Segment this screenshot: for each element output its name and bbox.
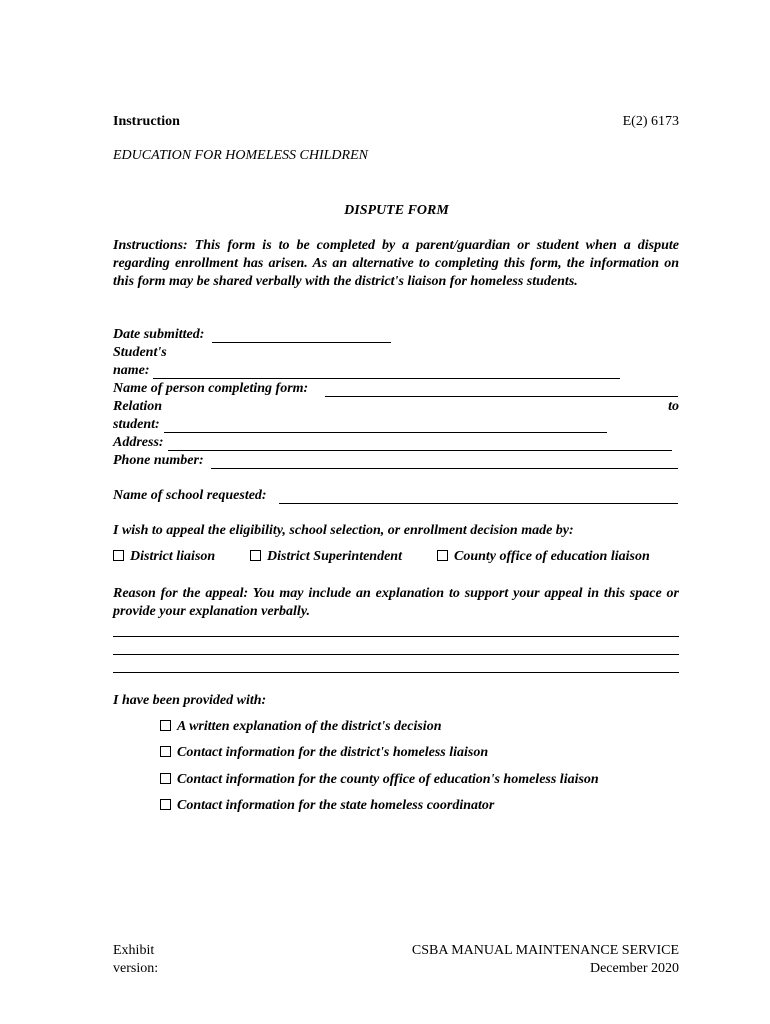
checkbox-icon[interactable] (160, 746, 171, 757)
appeal-option-label: District Superintendent (267, 549, 402, 564)
header-section-label: Instruction (113, 114, 180, 129)
reason-line-3[interactable] (113, 672, 679, 673)
provided-item-county-liaison[interactable] (160, 771, 599, 789)
footer-version-label: version: (113, 961, 159, 976)
school-requested-field[interactable] (279, 503, 678, 504)
relation-label-line1: Relation (113, 399, 163, 414)
relation-field[interactable] (164, 432, 607, 433)
reason-paragraph: Reason for the appeal: You may include an explanation to support your appeal in this space or provide your explanation verbally. (113, 586, 679, 619)
person-completing-label: Name of person completing form: (113, 381, 309, 396)
checkbox-icon[interactable] (113, 550, 124, 561)
date-submitted-field[interactable] (212, 342, 391, 343)
reason-line-2[interactable] (113, 654, 679, 655)
address-label: Address: (113, 435, 164, 450)
reason-line-1[interactable] (113, 636, 679, 637)
phone-label: Phone number: (113, 453, 204, 468)
appeal-option-district-liaison[interactable] (113, 548, 215, 566)
checkbox-icon[interactable] (160, 799, 171, 810)
date-submitted-label: Date submitted: (113, 327, 205, 342)
provided-item-label: Contact information for the county office of education's homeless liaison (177, 772, 599, 787)
provided-item-label: Contact information for the state homeless coordinator (177, 798, 495, 813)
school-requested-label: Name of school requested: (113, 488, 267, 503)
appeal-option-label: County office of education liaison (454, 549, 650, 564)
checkbox-icon[interactable] (437, 550, 448, 561)
footer-date: December 2020 (589, 961, 679, 976)
appeal-option-county-office[interactable] (437, 548, 650, 566)
provided-item-label: A written explanation of the district's decision (177, 719, 442, 734)
provided-item-district-liaison[interactable] (160, 744, 488, 762)
header-subtitle: EDUCATION FOR HOMELESS CHILDREN (113, 148, 368, 163)
form-title: DISPUTE FORM (344, 203, 449, 218)
phone-field[interactable] (211, 468, 678, 469)
appeal-prompt: I wish to appeal the eligibility, school selection, or enrollment decision made by: (113, 523, 574, 538)
relation-label-to: to (668, 399, 679, 414)
provided-item-state-coordinator[interactable] (160, 797, 494, 815)
footer-service: CSBA MANUAL MAINTENANCE SERVICE (411, 943, 679, 958)
checkbox-icon[interactable] (160, 720, 171, 731)
appeal-option-label: District liaison (130, 549, 216, 564)
footer-exhibit-label: Exhibit (113, 943, 155, 958)
checkbox-icon[interactable] (250, 550, 261, 561)
provided-item-label: Contact information for the district's homeless liaison (177, 745, 489, 760)
student-name-label-line2: name: (113, 363, 150, 378)
checkbox-icon[interactable] (160, 773, 171, 784)
appeal-option-district-superintendent[interactable] (250, 548, 402, 566)
address-field[interactable] (168, 450, 672, 451)
header-exhibit-number: E(2) 6173 (622, 114, 679, 129)
provided-heading: I have been provided with: (113, 693, 267, 708)
relation-label-line2: student: (113, 417, 160, 432)
instructions-paragraph: Instructions: This form is to be completed by a parent/guardian or student when a dispute regarding enrollment has arisen. As an alternative to completing this form, the information on this form may be shared verbally with the district's liaison for homeless students. (113, 238, 679, 289)
student-name-label-line1: Student's (113, 345, 167, 360)
student-name-field[interactable] (153, 378, 620, 379)
provided-item-written-explanation[interactable] (160, 718, 441, 736)
person-completing-field[interactable] (325, 396, 678, 397)
